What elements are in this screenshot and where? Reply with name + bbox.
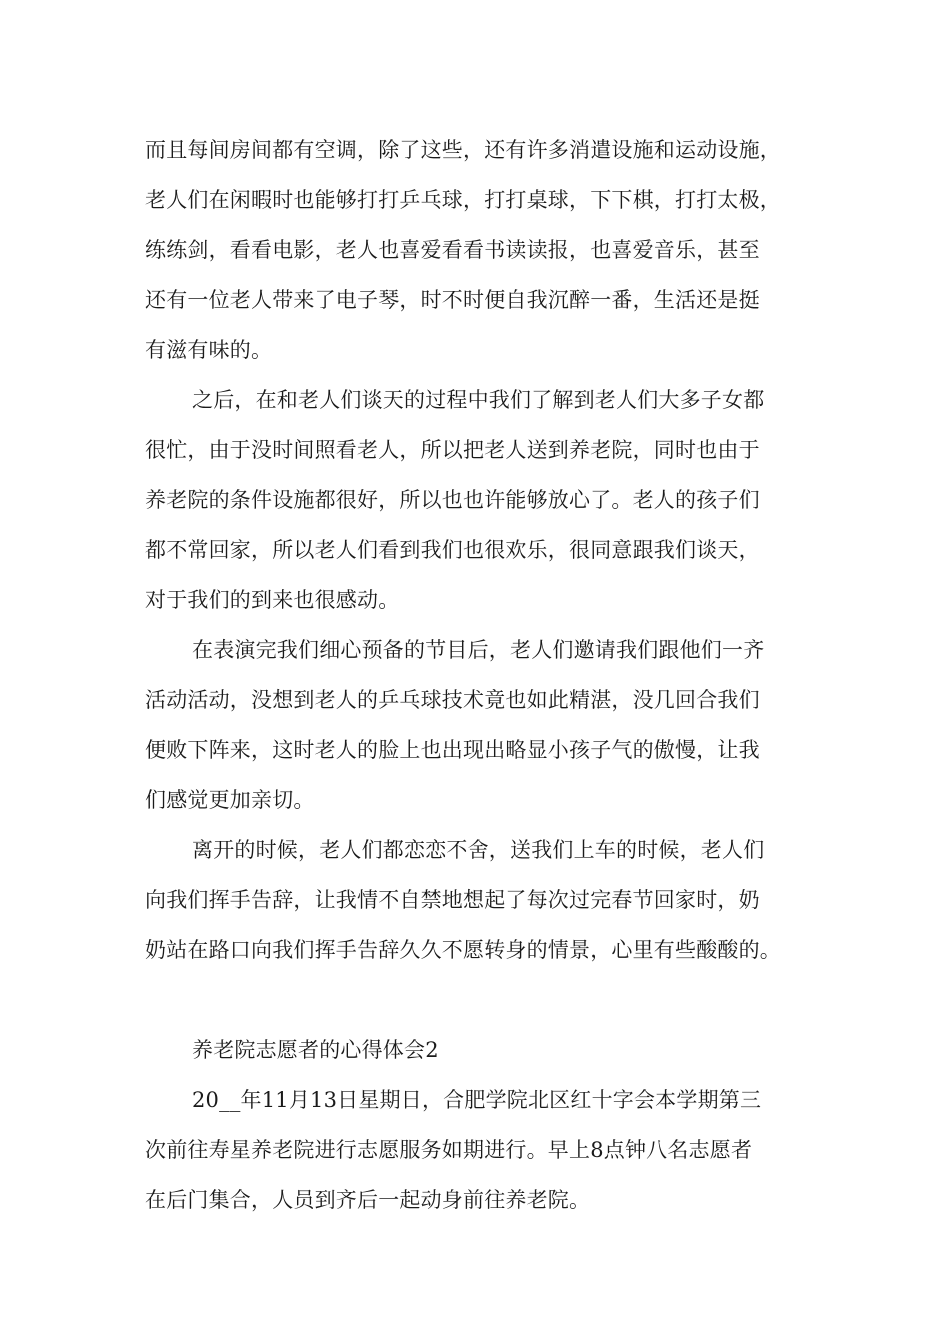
paragraph-line: 还有一位老人带来了电子琴，时不时便自我沉醉一番，生活还是挺	[145, 288, 760, 312]
paragraph-line: 而且每间房间都有空调，除了这些，还有许多消遣设施和运动设施，	[145, 138, 781, 162]
paragraph-line: 活动活动，没想到老人的乒乓球技术竟也如此精湛，没几回合我们	[145, 688, 760, 712]
paragraph-line: 离开的时候，老人们都恋恋不舍，送我们上车的时候，老人们	[192, 838, 765, 862]
paragraph-line: 练练剑，看看电影，老人也喜爱看看书读读报，也喜爱音乐，甚至	[145, 238, 760, 262]
paragraph-line: 有滋有味的。	[145, 338, 273, 362]
paragraph-line: 向我们挥手告辞，让我情不自禁地想起了每次过完春节回家时，奶	[145, 888, 760, 912]
paragraph-line: 在后门集合，人员到齐后一起动身前往养老院。	[145, 1188, 591, 1212]
paragraph-line: 次前往寿星养老院进行志愿服务如期进行。早上8点钟八名志愿者	[145, 1138, 753, 1162]
paragraph-line: 奶站在路口向我们挥手告辞久久不愿转身的情景，心里有些酸酸的。	[145, 938, 781, 962]
paragraph-line: 都不常回家，所以老人们看到我们也很欢乐，很同意跟我们谈天，	[145, 538, 760, 562]
paragraph-line: 们感觉更加亲切。	[145, 788, 315, 812]
paragraph-line: 在表演完我们细心预备的节目后，老人们邀请我们跟他们一齐	[192, 638, 765, 662]
paragraph-line: 之后，在和老人们谈天的过程中我们了解到老人们大多子女都	[192, 388, 765, 412]
paragraph-line: 老人们在闲暇时也能够打打乒乓球，打打桌球，下下棋，打打太极，	[145, 188, 781, 212]
section-heading: 养老院志愿者的心得体会2	[192, 1038, 439, 1062]
paragraph-line: 很忙，由于没时间照看老人，所以把老人送到养老院，同时也由于	[145, 438, 760, 462]
paragraph-line: 养老院的条件设施都很好，所以也也许能够放心了。老人的孩子们	[145, 488, 760, 512]
paragraph-line: 对于我们的到来也很感动。	[145, 588, 400, 612]
paragraph-line: 20__年11月13日星期日，合肥学院北区红十字会本学期第三	[192, 1088, 762, 1112]
paragraph-line: 便败下阵来，这时老人的脸上也出现出略显小孩子气的傲慢，让我	[145, 738, 760, 762]
